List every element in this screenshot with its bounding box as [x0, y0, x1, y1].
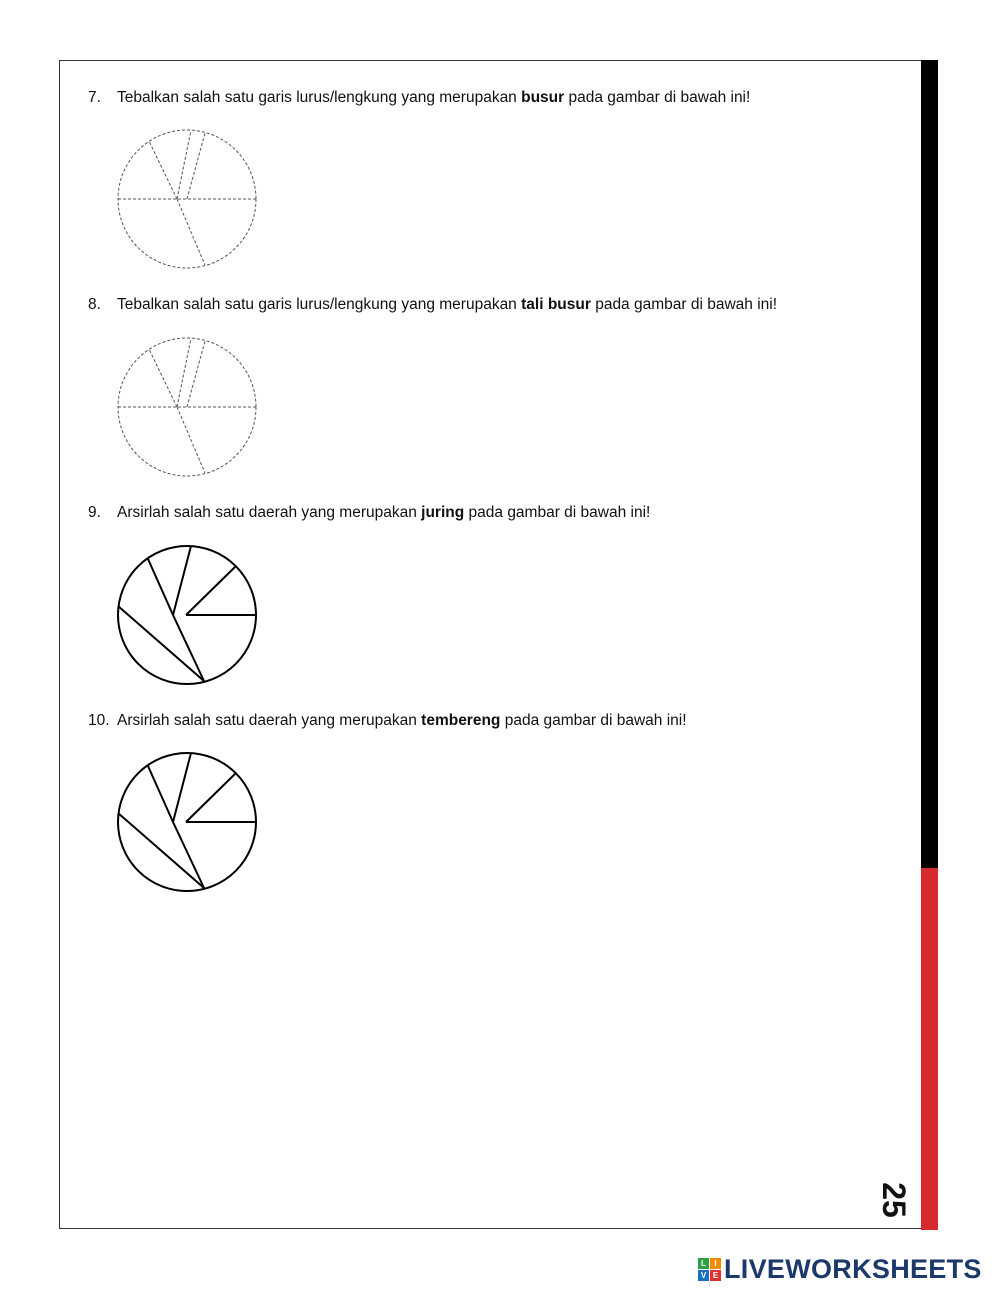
question-number: 8.	[88, 296, 101, 313]
logo-letter: V	[698, 1270, 709, 1281]
question-text-end: pada gambar di bawah ini!	[500, 712, 687, 729]
question-text: Tebalkan salah satu garis lurus/lengkung yang merupakan	[117, 89, 522, 106]
question-9	[88, 503, 650, 523]
logo-letter: I	[710, 1258, 721, 1269]
question-text: Arsirlah salah satu daerah yang merupakan	[117, 712, 422, 729]
question-text-end: pada gambar di bawah ini!	[464, 504, 651, 521]
circle-figure-solid[interactable]	[110, 540, 265, 690]
side-bar-red	[921, 868, 938, 1230]
brand-name: LIVEWORKSHEETS	[724, 1253, 982, 1284]
question-keyword: juring	[421, 504, 465, 521]
question-number: 10.	[88, 712, 110, 729]
question-text-end: pada gambar di bawah ini!	[564, 89, 751, 106]
brand	[698, 1254, 982, 1284]
question-8	[88, 295, 777, 315]
question-10	[88, 711, 687, 731]
question-number: 9.	[88, 504, 101, 521]
circle-figure-dashed[interactable]	[110, 332, 265, 482]
page-number: 25	[876, 1182, 912, 1218]
question-text: Tebalkan salah satu garis lurus/lengkung yang merupakan	[117, 296, 522, 313]
question-text-end: pada gambar di bawah ini!	[590, 296, 778, 313]
question-keyword: busur	[521, 89, 565, 106]
side-bar-black	[921, 60, 938, 870]
circle-figure-solid[interactable]	[110, 747, 265, 897]
question-number: 7.	[88, 89, 101, 106]
logo-letter: L	[698, 1258, 709, 1269]
question-keyword: tali busur	[521, 296, 591, 313]
question-keyword: tembereng	[421, 712, 501, 729]
brand-logo-icon	[698, 1258, 721, 1281]
question-7	[88, 88, 750, 108]
logo-letter: E	[710, 1270, 721, 1281]
circle-figure-dashed[interactable]	[110, 124, 265, 274]
question-text: Arsirlah salah satu daerah yang merupakan	[117, 504, 422, 521]
